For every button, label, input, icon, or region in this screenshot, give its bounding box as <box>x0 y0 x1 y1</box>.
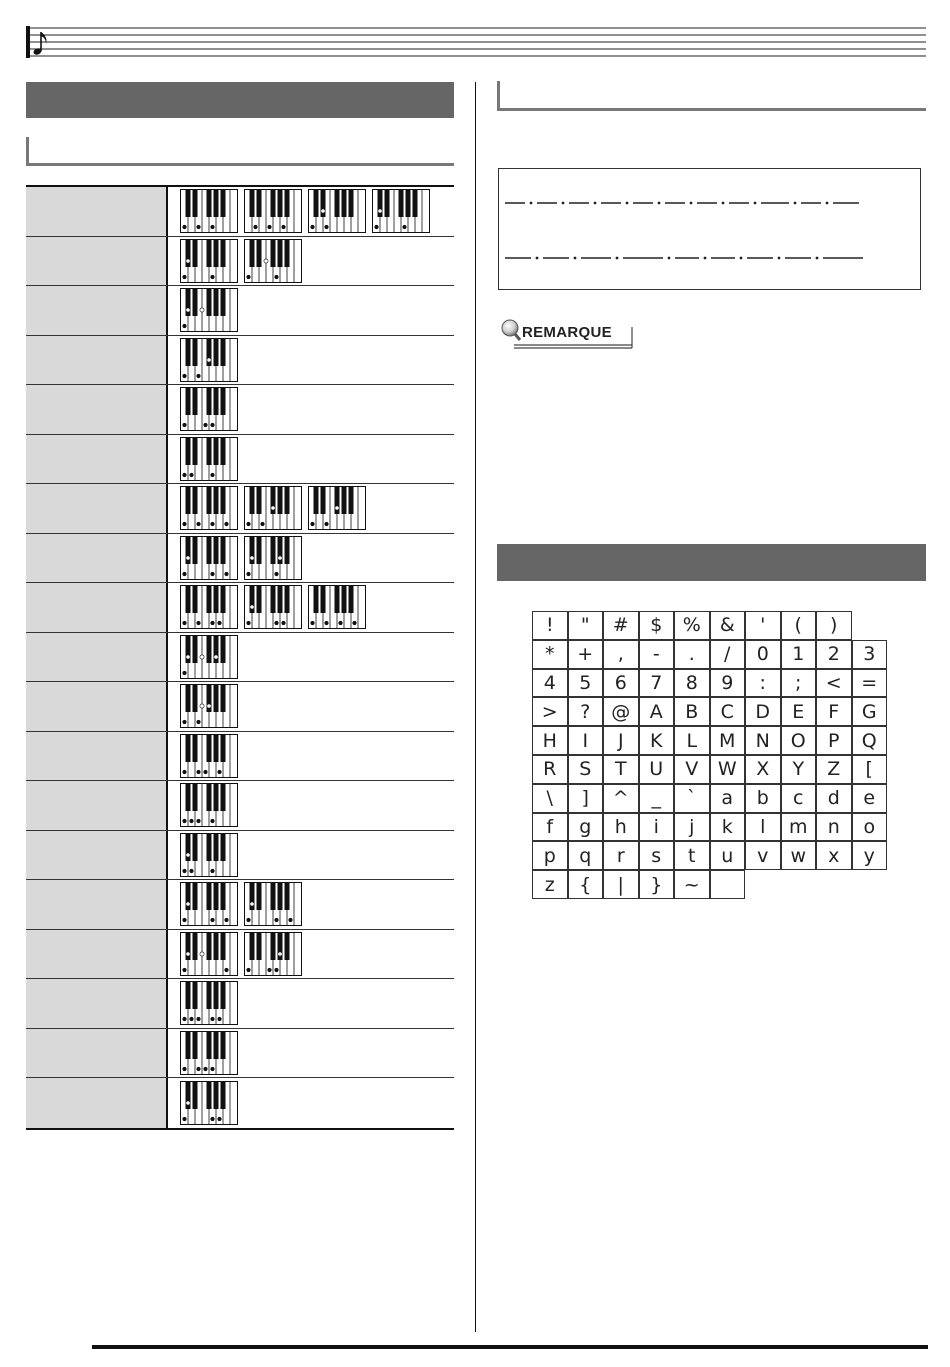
char-cell: 8 <box>674 669 710 698</box>
char-cell: \ <box>532 784 568 813</box>
char-cell: s <box>639 841 675 870</box>
chord-diagram-cell <box>168 336 238 385</box>
char-cell: - <box>639 640 675 669</box>
char-cell: J <box>603 726 639 755</box>
section-heading-band-left <box>26 82 454 118</box>
char-cell: T <box>603 755 639 784</box>
dot-mark <box>562 202 565 205</box>
char-cell: v <box>745 841 781 870</box>
dot-mark <box>794 202 797 205</box>
footer-rule <box>92 1345 928 1349</box>
char-cell: e <box>852 784 888 813</box>
chord-row <box>26 435 454 485</box>
chord-row <box>26 187 454 237</box>
dot-mark <box>816 257 819 260</box>
char-cell: b <box>745 784 781 813</box>
chord-name-cell <box>26 286 168 335</box>
music-staff-header <box>26 26 926 58</box>
keyboard-diagram <box>180 981 238 1025</box>
dot-mark <box>826 202 829 205</box>
char-cell: & <box>710 611 746 640</box>
chord-row <box>26 831 454 881</box>
char-cell: ~ <box>674 870 710 899</box>
keyboard-diagram <box>244 882 302 926</box>
char-cell: Z <box>816 755 852 784</box>
char-cell: x <box>816 841 852 870</box>
chord-name-cell <box>26 732 168 781</box>
char-cell: 2 <box>816 640 852 669</box>
char-cell: Q <box>852 726 888 755</box>
dot-mark <box>626 202 629 205</box>
char-cell: I <box>568 726 604 755</box>
chord-diagram-cell <box>168 732 238 781</box>
keyboard-diagram <box>180 734 238 778</box>
chord-name-cell <box>26 930 168 979</box>
char-cell: E <box>781 697 817 726</box>
chord-diagram-cell <box>168 237 302 286</box>
chord-row <box>26 1029 454 1079</box>
char-cell: < <box>816 669 852 698</box>
char-cell: $ <box>639 611 675 640</box>
chord-row <box>26 781 454 831</box>
chord-row <box>26 979 454 1029</box>
dot-mark <box>668 257 671 260</box>
keyboard-diagram <box>180 239 238 283</box>
char-cell: C <box>710 697 746 726</box>
keyboard-diagram <box>180 1031 238 1075</box>
char-cell: / <box>710 640 746 669</box>
chord-diagram-cell <box>168 781 238 830</box>
chord-name-cell <box>26 237 168 286</box>
char-cell: g <box>568 813 604 842</box>
chord-row <box>26 484 454 534</box>
chord-diagram-cell <box>168 930 302 979</box>
chord-name-cell <box>26 781 168 830</box>
remarque-label: REMARQUE <box>522 324 612 341</box>
char-cell: K <box>639 726 675 755</box>
chord-row <box>26 633 454 683</box>
keyboard-diagram <box>180 635 238 679</box>
char-cell: 6 <box>603 669 639 698</box>
char-cell: r <box>603 841 639 870</box>
dot-mark <box>658 202 661 205</box>
dash-pattern-graphic <box>499 169 919 288</box>
char-cell: ; <box>781 669 817 698</box>
keyboard-diagram <box>180 783 238 827</box>
keyboard-diagram <box>308 486 366 530</box>
char-cell: ' <box>745 611 781 640</box>
char-cell: ] <box>568 784 604 813</box>
char-cell: [ <box>852 755 888 784</box>
char-cell: M <box>710 726 746 755</box>
char-cell: _ <box>639 784 675 813</box>
char-cell: Y <box>781 755 817 784</box>
keyboard-diagram <box>180 486 238 530</box>
char-cell: } <box>639 870 675 899</box>
chord-name-cell <box>26 1029 168 1078</box>
char-cell: = <box>852 669 888 698</box>
chord-row <box>26 237 454 287</box>
char-cell: 3 <box>852 640 888 669</box>
keyboard-diagram <box>244 239 302 283</box>
char-cell: . <box>674 640 710 669</box>
char-cell: l <box>745 813 781 842</box>
subsection-heading-left <box>26 137 454 166</box>
dot-mark <box>754 202 757 205</box>
char-cell: S <box>568 755 604 784</box>
char-cell: n <box>816 813 852 842</box>
dot-mark <box>690 202 693 205</box>
keyboard-diagram <box>180 833 238 877</box>
chord-row <box>26 583 454 633</box>
chord-diagram-cell <box>168 385 238 434</box>
char-cell: a <box>710 784 746 813</box>
dot-mark <box>722 202 725 205</box>
chord-row <box>26 880 454 930</box>
keyboard-diagram <box>180 288 238 332</box>
chord-diagram-cell <box>168 187 430 236</box>
char-cell: | <box>603 870 639 899</box>
char-cell: y <box>852 841 888 870</box>
char-cell: c <box>781 784 817 813</box>
chord-name-cell <box>26 484 168 533</box>
char-cell: m <box>781 813 817 842</box>
char-cell: , <box>603 640 639 669</box>
dot-mark <box>740 257 743 260</box>
chord-diagram-cell <box>168 286 238 335</box>
char-cell: d <box>816 784 852 813</box>
dot-mark <box>594 202 597 205</box>
chord-row <box>26 682 454 732</box>
subsection-heading-right <box>497 81 926 111</box>
chord-row <box>26 385 454 435</box>
keyboard-diagram <box>244 536 302 580</box>
chord-name-cell <box>26 633 168 682</box>
keyboard-diagram <box>180 684 238 728</box>
char-cell: B <box>674 697 710 726</box>
char-cell: o <box>852 813 888 842</box>
keyboard-diagram <box>372 189 430 233</box>
char-cell: ? <box>568 697 604 726</box>
char-cell: H <box>532 726 568 755</box>
chord-diagram-cell <box>168 1029 238 1078</box>
chord-name-cell <box>26 336 168 385</box>
char-cell: L <box>674 726 710 755</box>
char-cell: h <box>603 813 639 842</box>
dot-mark <box>778 257 781 260</box>
chord-row <box>26 336 454 386</box>
char-cell: ^ <box>603 784 639 813</box>
char-cell: " <box>568 611 604 640</box>
chord-name-cell <box>26 682 168 731</box>
keyboard-diagram <box>180 932 238 976</box>
chord-diagram-cell <box>168 484 366 533</box>
char-cell: 7 <box>639 669 675 698</box>
keyboard-diagram <box>180 882 238 926</box>
char-cell <box>710 870 746 899</box>
keyboard-diagram <box>180 338 238 382</box>
chord-row <box>26 732 454 782</box>
char-cell: U <box>639 755 675 784</box>
chord-diagram-cell <box>168 979 238 1028</box>
char-cell: w <box>781 841 817 870</box>
char-cell: D <box>745 697 781 726</box>
char-cell: O <box>781 726 817 755</box>
char-cell: @ <box>603 697 639 726</box>
chord-row <box>26 930 454 980</box>
char-cell: p <box>532 841 568 870</box>
dot-mark <box>704 257 707 260</box>
chord-diagram-cell <box>168 880 302 929</box>
keyboard-diagram <box>180 536 238 580</box>
chord-name-cell <box>26 979 168 1028</box>
char-cell: 9 <box>710 669 746 698</box>
chord-diagram-cell <box>168 1078 238 1128</box>
music-note-icon <box>32 32 46 56</box>
char-cell: f <box>532 813 568 842</box>
char-cell: 4 <box>532 669 568 698</box>
dot-mark <box>616 257 619 260</box>
char-cell: q <box>568 841 604 870</box>
keyboard-diagram <box>180 387 238 431</box>
chord-name-cell <box>26 831 168 880</box>
char-cell: 0 <box>745 640 781 669</box>
char-cell: * <box>532 640 568 669</box>
char-cell: F <box>816 697 852 726</box>
char-cell: % <box>674 611 710 640</box>
chord-row <box>26 286 454 336</box>
chord-diagram-cell <box>168 534 302 583</box>
char-cell: u <box>710 841 746 870</box>
char-cell: # <box>603 611 639 640</box>
char-cell: R <box>532 755 568 784</box>
char-cell: k <box>710 813 746 842</box>
char-cell: i <box>639 813 675 842</box>
chord-diagram-cell <box>168 633 238 682</box>
char-cell: 5 <box>568 669 604 698</box>
char-cell: : <box>745 669 781 698</box>
column-divider <box>475 82 476 1332</box>
char-cell: P <box>816 726 852 755</box>
char-cell: + <box>568 640 604 669</box>
keyboard-diagram <box>308 585 366 629</box>
chord-name-cell <box>26 880 168 929</box>
keyboard-diagram <box>308 189 366 233</box>
char-cell: z <box>532 870 568 899</box>
dash-line-box <box>498 168 921 290</box>
keyboard-diagram <box>244 585 302 629</box>
chord-diagram-cell <box>168 435 238 484</box>
char-cell: j <box>674 813 710 842</box>
chord-diagram-cell <box>168 583 366 632</box>
keyboard-diagram <box>180 189 238 233</box>
keyboard-diagram <box>180 437 238 481</box>
dot-mark <box>536 257 539 260</box>
keyboard-diagram <box>244 932 302 976</box>
char-cell: W <box>710 755 746 784</box>
chord-name-cell <box>26 1078 168 1128</box>
char-cell: ( <box>781 611 817 640</box>
chord-name-cell <box>26 435 168 484</box>
chord-name-cell <box>26 385 168 434</box>
chord-name-cell <box>26 187 168 236</box>
chord-row <box>26 534 454 584</box>
keyboard-diagram <box>244 486 302 530</box>
char-cell: G <box>852 697 888 726</box>
chord-diagram-cell <box>168 682 238 731</box>
char-cell: > <box>532 697 568 726</box>
section-heading-band-right <box>497 544 926 581</box>
char-cell: A <box>639 697 675 726</box>
keyboard-diagram <box>244 189 302 233</box>
dot-mark <box>530 202 533 205</box>
char-cell: 1 <box>781 640 817 669</box>
keyboard-diagram <box>180 585 238 629</box>
dot-mark <box>574 257 577 260</box>
char-cell: { <box>568 870 604 899</box>
chord-name-cell <box>26 583 168 632</box>
chord-table <box>26 185 454 1130</box>
chord-diagram-cell <box>168 831 238 880</box>
char-cell: ! <box>532 611 568 640</box>
chord-row <box>26 1078 454 1128</box>
char-cell: V <box>674 755 710 784</box>
char-cell: ) <box>816 611 852 640</box>
chord-name-cell <box>26 534 168 583</box>
keyboard-diagram <box>180 1081 238 1125</box>
char-cell: ` <box>674 784 710 813</box>
char-cell: t <box>674 841 710 870</box>
char-cell: X <box>745 755 781 784</box>
char-cell: N <box>745 726 781 755</box>
